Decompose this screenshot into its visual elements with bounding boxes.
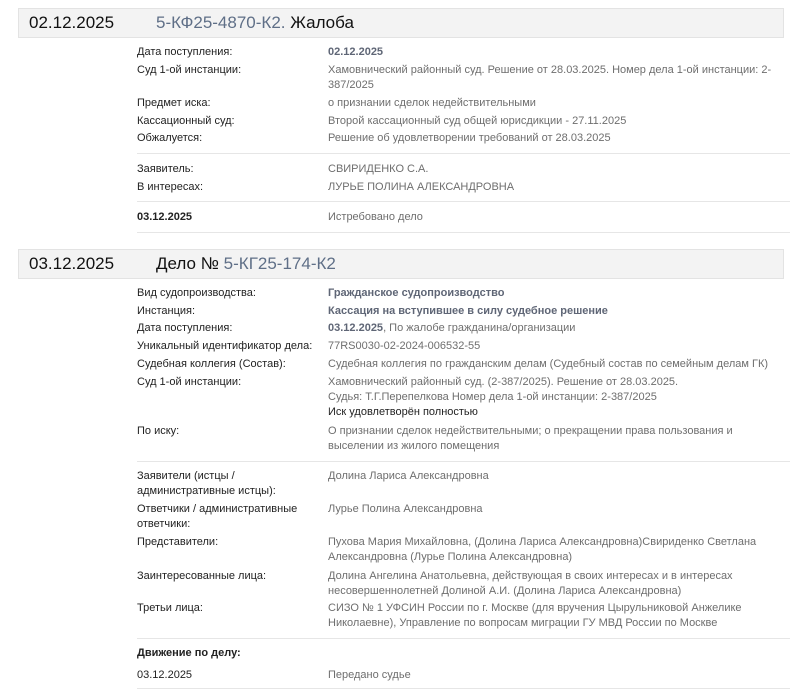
field-value: Хамовнический районный суд. (2-387/2025). Решение от 28.03.2025. Судья: Т.Г.Перепелкова Номер дела 1-ой инстанции: 2-387/2025 Иск удовлетворён полностью [328,376,679,418]
field-value: Второй кассационный суд общей юрисдикции - 27.11.2025 [328,115,627,127]
field-value: Долина Лариса Александровна [328,470,489,482]
case-number-link[interactable]: 5-КГ25-174-К2 [223,254,336,273]
case-card-2 [18,249,784,279]
field-value: Решение об удовлетворении требований от 28.03.2025 [328,132,611,144]
field-value: ЛУРЬЕ ПОЛИНА АЛЕКСАНДРОВНА [328,181,515,193]
field-label: Вид судопроизводства: [137,287,256,299]
event-date: 03.12.2025 [137,211,193,223]
case-card-1 [18,8,784,38]
field-label: Заявители (истцы / административные истцы): [137,470,276,497]
case-header [18,8,784,38]
event-text: Передано судье [328,669,411,681]
field-label: Инстанция: [137,305,196,317]
field-label: Кассационный суд: [137,115,235,127]
event-text: Истребовано дело [328,211,423,223]
field-label: Дата поступления: [137,322,233,334]
field-value: 02.12.2025 [328,46,384,58]
field-label: По иску: [137,425,180,437]
divider [137,153,790,154]
movement-heading: Движение по делу: [137,647,241,659]
field-label: Суд 1-ой инстанции: [137,64,242,76]
field-value: Кассация на вступившее в силу судебное решение [328,305,608,317]
field-value: о признании сделок недействительными [328,97,536,109]
field-value: О признании сделок недействительными; о прекращении права пользования и выселении из жилого помещения [328,425,733,452]
case-number-link[interactable]: 5-КФ25-4870-К2. [156,13,286,32]
divider [137,232,790,233]
field-label: Представители: [137,536,219,548]
case-date: 03.12.2025 [29,254,115,273]
field-label: Заинтересованные лица: [137,570,267,582]
case-title-suffix: Жалоба [290,13,354,32]
field-value: Хамовнический районный суд. Решение от 28.03.2025. Номер дела 1-ой инстанции: 2-387/2025 [328,64,772,91]
field-label: Суд 1-ой инстанции: [137,376,242,388]
case-header [18,249,784,279]
field-value: Гражданское судопроизводство [328,287,505,299]
divider [137,461,790,462]
field-value: Лурье Полина Александровна [328,503,483,515]
field-label: Предмет иска: [137,97,211,109]
case-date: 02.12.2025 [29,13,115,32]
field-value: СИЗО № 1 УФСИН России по г. Москве (для вручения Цырульниковой Анжелике Николаевне), Управление по вопросам миграции ГУ МВД России по Москве [328,602,742,629]
field-label: Ответчики / административные ответчики: [137,503,298,530]
case-title [156,254,336,274]
event-date: 03.12.2025 [137,669,193,681]
field-value: 03.12.2025, По жалобе гражданина/организации [328,322,576,334]
field-label: Уникальный идентификатор дела: [137,340,313,352]
divider [137,688,790,689]
field-label: Третьи лица: [137,602,203,614]
field-value: СВИРИДЕНКО С.А. [328,163,429,175]
case-title [156,13,354,33]
field-value: Пухова Мария Михайловна, (Долина Лариса Александровна)Свириденко Светлана Александровна (Лурье Полина Александровна) [328,536,757,563]
case-title-prefix: Дело № [156,254,219,273]
field-value: Судебная коллегия по гражданским делам (Судебный состав по семейным делам ГК) [328,358,769,370]
field-label: Дата поступления: [137,46,233,58]
field-value: Долина Ангелина Анатольевна, действующая в своих интересах и в интересах несовершеннолетней Долиной А.И. (Долина Лариса Александровна) [328,570,733,597]
divider [137,638,790,639]
field-label: Обжалуется: [137,132,203,144]
field-value: 77RS0030-02-2024-006532-55 [328,340,481,352]
divider [137,201,790,202]
field-label: В интересах: [137,181,204,193]
field-label: Заявитель: [137,163,194,175]
field-label: Судебная коллегия (Состав): [137,358,286,370]
